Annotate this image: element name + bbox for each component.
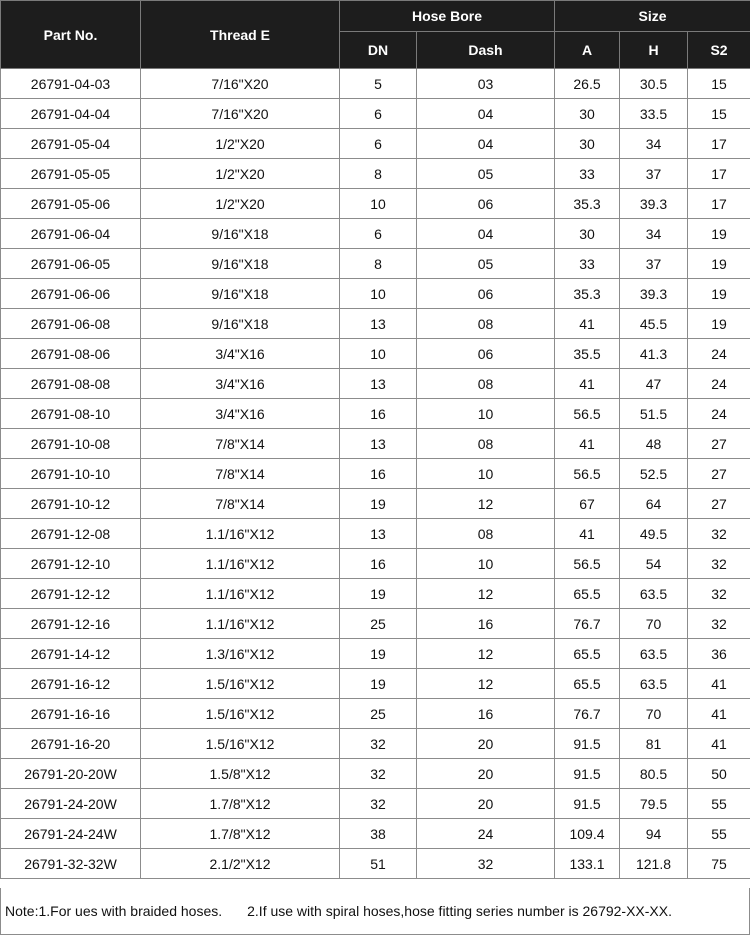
cell-dn: 10: [340, 279, 417, 309]
cell-a: 56.5: [555, 459, 620, 489]
cell-h: 63.5: [620, 579, 688, 609]
cell-thread: 1.1/16"X12: [141, 579, 340, 609]
cell-dn: 6: [340, 129, 417, 159]
cell-part-no: 26791-06-04: [1, 219, 141, 249]
cell-thread: 1.5/16"X12: [141, 669, 340, 699]
table-row: [1, 609, 750, 639]
cell-thread: 3/4"X16: [141, 399, 340, 429]
cell-dash: 10: [417, 459, 555, 489]
cell-a: 91.5: [555, 759, 620, 789]
cell-h: 33.5: [620, 99, 688, 129]
cell-h: 79.5: [620, 789, 688, 819]
cell-s2: 75: [688, 849, 750, 879]
cell-h: 48: [620, 429, 688, 459]
cell-dn: 13: [340, 429, 417, 459]
table-row: [1, 639, 750, 669]
cell-dash: 10: [417, 399, 555, 429]
cell-dash: 04: [417, 129, 555, 159]
cell-thread: 1/2"X20: [141, 189, 340, 219]
cell-part-no: 26791-06-05: [1, 249, 141, 279]
cell-a: 76.7: [555, 699, 620, 729]
cell-dn: 6: [340, 99, 417, 129]
cell-dash: 05: [417, 159, 555, 189]
cell-dash: 12: [417, 669, 555, 699]
cell-a: 41: [555, 429, 620, 459]
cell-dash: 06: [417, 279, 555, 309]
cell-a: 133.1: [555, 849, 620, 879]
cell-s2: 36: [688, 639, 750, 669]
cell-dn: 16: [340, 399, 417, 429]
header-part-no: Part No.: [1, 1, 141, 69]
cell-a: 65.5: [555, 579, 620, 609]
cell-dn: 19: [340, 489, 417, 519]
cell-a: 56.5: [555, 549, 620, 579]
cell-thread: 7/16"X20: [141, 99, 340, 129]
cell-part-no: 26791-08-10: [1, 399, 141, 429]
table-row: [1, 339, 750, 369]
cell-s2: 19: [688, 249, 750, 279]
cell-h: 80.5: [620, 759, 688, 789]
table-row: [1, 399, 750, 429]
cell-s2: 50: [688, 759, 750, 789]
footnote: [0, 888, 750, 935]
cell-a: 33: [555, 249, 620, 279]
cell-dn: 8: [340, 159, 417, 189]
cell-part-no: 26791-12-12: [1, 579, 141, 609]
cell-s2: 55: [688, 789, 750, 819]
cell-s2: 32: [688, 579, 750, 609]
cell-a: 67: [555, 489, 620, 519]
cell-a: 30: [555, 129, 620, 159]
table-row: [1, 699, 750, 729]
cell-dash: 12: [417, 579, 555, 609]
table-row: [1, 99, 750, 129]
cell-a: 91.5: [555, 789, 620, 819]
cell-part-no: 26791-04-04: [1, 99, 141, 129]
cell-thread: 1/2"X20: [141, 129, 340, 159]
cell-h: 39.3: [620, 279, 688, 309]
cell-h: 70: [620, 609, 688, 639]
note-item-1: 1.For ues with braided hoses.: [38, 903, 223, 919]
table-row: [1, 579, 750, 609]
table-row: [1, 279, 750, 309]
table-row: [1, 429, 750, 459]
cell-s2: 41: [688, 699, 750, 729]
table-row: [1, 669, 750, 699]
cell-dn: 16: [340, 459, 417, 489]
cell-a: 65.5: [555, 639, 620, 669]
cell-dash: 08: [417, 429, 555, 459]
cell-thread: 1.1/16"X12: [141, 549, 340, 579]
table-row: [1, 309, 750, 339]
cell-thread: 7/8"X14: [141, 459, 340, 489]
cell-h: 47: [620, 369, 688, 399]
cell-h: 54: [620, 549, 688, 579]
cell-dash: 20: [417, 789, 555, 819]
header-dash: Dash: [417, 32, 555, 69]
cell-dash: 08: [417, 369, 555, 399]
cell-a: 26.5: [555, 69, 620, 99]
cell-dn: 13: [340, 309, 417, 339]
table-row: [1, 549, 750, 579]
cell-thread: 1.5/16"X12: [141, 729, 340, 759]
table-row: [1, 129, 750, 159]
cell-thread: 1.1/16"X12: [141, 519, 340, 549]
cell-dash: 06: [417, 189, 555, 219]
table-row: [1, 849, 750, 879]
cell-dn: 38: [340, 819, 417, 849]
cell-dn: 32: [340, 759, 417, 789]
cell-dn: 10: [340, 189, 417, 219]
table-row: [1, 489, 750, 519]
cell-dash: 32: [417, 849, 555, 879]
cell-s2: 41: [688, 729, 750, 759]
cell-a: 41: [555, 369, 620, 399]
cell-h: 45.5: [620, 309, 688, 339]
cell-thread: 3/4"X16: [141, 369, 340, 399]
cell-dn: 32: [340, 789, 417, 819]
cell-s2: 32: [688, 519, 750, 549]
cell-dash: 16: [417, 699, 555, 729]
header-thread: Thread E: [141, 1, 340, 69]
cell-part-no: 26791-24-24W: [1, 819, 141, 849]
cell-thread: 3/4"X16: [141, 339, 340, 369]
cell-part-no: 26791-32-32W: [1, 849, 141, 879]
cell-a: 76.7: [555, 609, 620, 639]
cell-dn: 13: [340, 519, 417, 549]
table-row: [1, 189, 750, 219]
cell-dn: 19: [340, 639, 417, 669]
cell-thread: 1.3/16"X12: [141, 639, 340, 669]
cell-a: 65.5: [555, 669, 620, 699]
cell-s2: 19: [688, 279, 750, 309]
cell-h: 121.8: [620, 849, 688, 879]
header-dn: DN: [340, 32, 417, 69]
cell-dash: 06: [417, 339, 555, 369]
cell-s2: 27: [688, 459, 750, 489]
cell-s2: 27: [688, 429, 750, 459]
cell-dn: 8: [340, 249, 417, 279]
cell-dn: 25: [340, 699, 417, 729]
cell-part-no: 26791-06-06: [1, 279, 141, 309]
cell-s2: 15: [688, 69, 750, 99]
table-header: [1, 1, 750, 69]
cell-a: 56.5: [555, 399, 620, 429]
note-item-2: 2.If use with spiral hoses,hose fitting series number is 26792-XX-XX.: [247, 903, 672, 919]
cell-thread: 1.5/8"X12: [141, 759, 340, 789]
cell-part-no: 26791-16-12: [1, 669, 141, 699]
cell-a: 91.5: [555, 729, 620, 759]
cell-a: 109.4: [555, 819, 620, 849]
cell-s2: 24: [688, 369, 750, 399]
cell-dn: 32: [340, 729, 417, 759]
cell-a: 30: [555, 219, 620, 249]
cell-s2: 27: [688, 489, 750, 519]
note-prefix: Note:: [5, 903, 39, 919]
header-h: H: [620, 32, 688, 69]
cell-h: 41.3: [620, 339, 688, 369]
cell-s2: 15: [688, 99, 750, 129]
cell-s2: 17: [688, 189, 750, 219]
cell-dn: 6: [340, 219, 417, 249]
cell-dash: 20: [417, 759, 555, 789]
cell-h: 70: [620, 699, 688, 729]
cell-h: 37: [620, 159, 688, 189]
header-hose-bore: Hose Bore: [340, 1, 555, 32]
cell-part-no: 26791-16-16: [1, 699, 141, 729]
cell-h: 63.5: [620, 669, 688, 699]
cell-part-no: 26791-16-20: [1, 729, 141, 759]
cell-h: 49.5: [620, 519, 688, 549]
cell-a: 41: [555, 519, 620, 549]
cell-part-no: 26791-10-08: [1, 429, 141, 459]
cell-thread: 1/2"X20: [141, 159, 340, 189]
cell-s2: 24: [688, 399, 750, 429]
cell-dash: 05: [417, 249, 555, 279]
table-row: [1, 219, 750, 249]
table-row: [1, 819, 750, 849]
table-row: [1, 369, 750, 399]
cell-thread: 7/8"X14: [141, 489, 340, 519]
cell-thread: 9/16"X18: [141, 219, 340, 249]
header-a: A: [555, 32, 620, 69]
cell-s2: 17: [688, 129, 750, 159]
cell-dash: 04: [417, 99, 555, 129]
cell-h: 81: [620, 729, 688, 759]
cell-dash: 12: [417, 639, 555, 669]
cell-thread: 1.7/8"X12: [141, 819, 340, 849]
table-row: [1, 249, 750, 279]
cell-h: 37: [620, 249, 688, 279]
cell-part-no: 26791-08-08: [1, 369, 141, 399]
cell-thread: 9/16"X18: [141, 279, 340, 309]
cell-part-no: 26791-05-04: [1, 129, 141, 159]
cell-a: 35.3: [555, 279, 620, 309]
cell-part-no: 26791-10-12: [1, 489, 141, 519]
cell-dash: 08: [417, 519, 555, 549]
table-row: [1, 789, 750, 819]
header-size: Size: [555, 1, 750, 32]
cell-dn: 51: [340, 849, 417, 879]
cell-a: 35.3: [555, 189, 620, 219]
cell-thread: 1.5/16"X12: [141, 699, 340, 729]
cell-s2: 17: [688, 159, 750, 189]
cell-dn: 5: [340, 69, 417, 99]
cell-thread: 7/16"X20: [141, 69, 340, 99]
cell-s2: 19: [688, 219, 750, 249]
cell-dash: 12: [417, 489, 555, 519]
cell-dn: 19: [340, 669, 417, 699]
cell-h: 39.3: [620, 189, 688, 219]
cell-part-no: 26791-06-08: [1, 309, 141, 339]
cell-thread: 7/8"X14: [141, 429, 340, 459]
table-row: [1, 729, 750, 759]
cell-dn: 19: [340, 579, 417, 609]
cell-part-no: 26791-24-20W: [1, 789, 141, 819]
cell-s2: 55: [688, 819, 750, 849]
cell-part-no: 26791-12-16: [1, 609, 141, 639]
cell-thread: 9/16"X18: [141, 309, 340, 339]
table-row: [1, 519, 750, 549]
cell-part-no: 26791-20-20W: [1, 759, 141, 789]
cell-s2: 32: [688, 549, 750, 579]
cell-dn: 13: [340, 369, 417, 399]
cell-dash: 10: [417, 549, 555, 579]
cell-dash: 04: [417, 219, 555, 249]
cell-dash: 20: [417, 729, 555, 759]
header-s2: S2: [688, 32, 750, 69]
cell-h: 64: [620, 489, 688, 519]
cell-thread: 9/16"X18: [141, 249, 340, 279]
cell-thread: 1.1/16"X12: [141, 609, 340, 639]
cell-part-no: 26791-08-06: [1, 339, 141, 369]
cell-h: 94: [620, 819, 688, 849]
cell-a: 41: [555, 309, 620, 339]
cell-dash: 08: [417, 309, 555, 339]
cell-s2: 24: [688, 339, 750, 369]
cell-thread: 1.7/8"X12: [141, 789, 340, 819]
cell-h: 52.5: [620, 459, 688, 489]
cell-h: 51.5: [620, 399, 688, 429]
cell-dn: 16: [340, 549, 417, 579]
cell-dn: 10: [340, 339, 417, 369]
cell-h: 34: [620, 129, 688, 159]
cell-s2: 32: [688, 609, 750, 639]
cell-dash: 24: [417, 819, 555, 849]
cell-thread: 2.1/2"X12: [141, 849, 340, 879]
cell-part-no: 26791-04-03: [1, 69, 141, 99]
cell-h: 30.5: [620, 69, 688, 99]
table-row: [1, 69, 750, 99]
cell-h: 63.5: [620, 639, 688, 669]
table-row: [1, 759, 750, 789]
cell-a: 33: [555, 159, 620, 189]
cell-part-no: 26791-05-06: [1, 189, 141, 219]
cell-part-no: 26791-10-10: [1, 459, 141, 489]
cell-s2: 19: [688, 309, 750, 339]
cell-part-no: 26791-05-05: [1, 159, 141, 189]
cell-dash: 03: [417, 69, 555, 99]
cell-part-no: 26791-12-10: [1, 549, 141, 579]
cell-h: 34: [620, 219, 688, 249]
table-row: [1, 459, 750, 489]
cell-dn: 25: [340, 609, 417, 639]
table-body: [1, 69, 750, 879]
cell-s2: 41: [688, 669, 750, 699]
cell-dash: 16: [417, 609, 555, 639]
cell-a: 35.5: [555, 339, 620, 369]
cell-a: 30: [555, 99, 620, 129]
cell-part-no: 26791-12-08: [1, 519, 141, 549]
cell-part-no: 26791-14-12: [1, 639, 141, 669]
table-row: [1, 159, 750, 189]
